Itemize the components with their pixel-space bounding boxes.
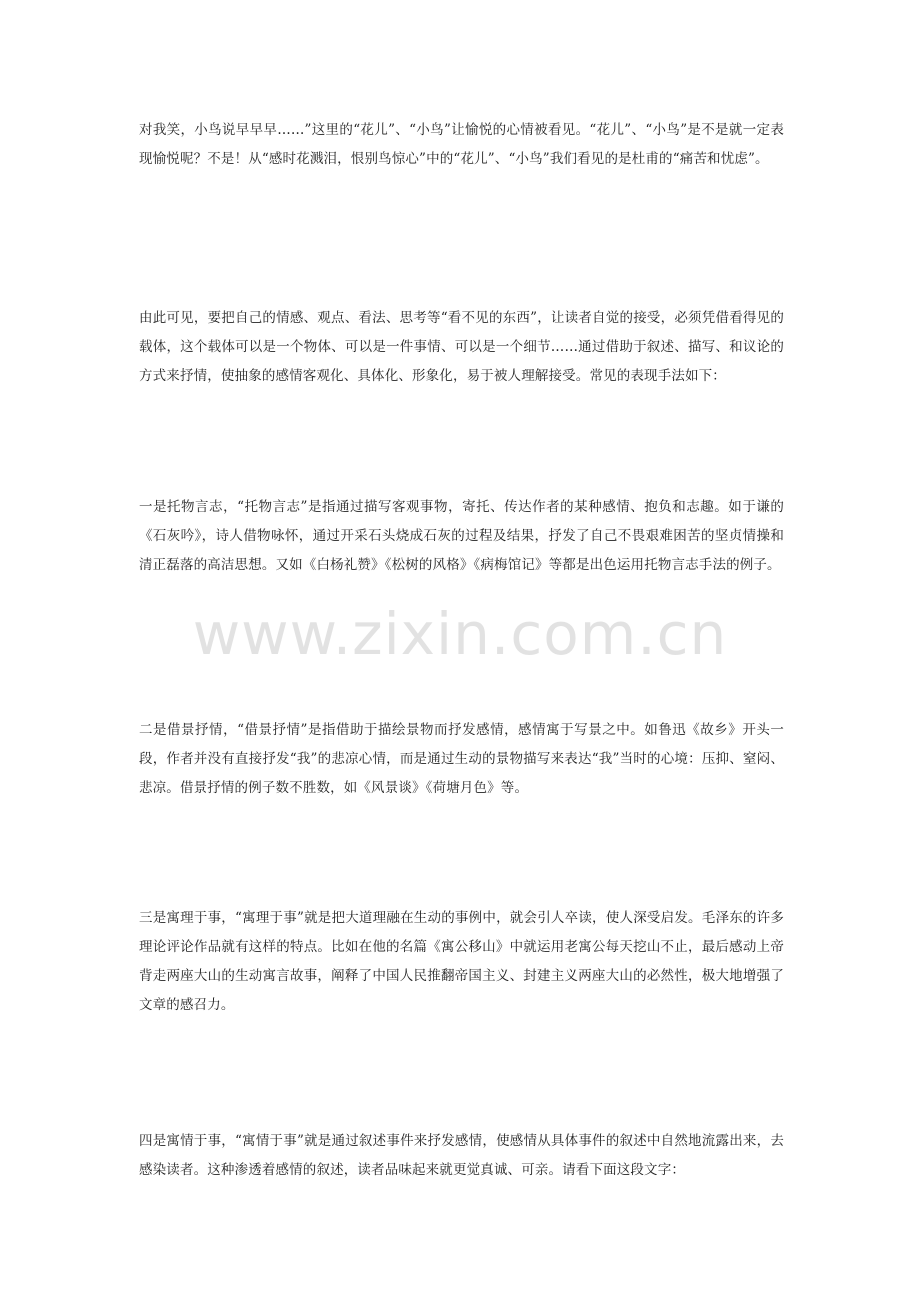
site-watermark: www.zixin.com.cn [192,600,728,668]
paragraph-jiejing-shuqing: 二是借景抒情，“借景抒情”是指借助于描绘景物而抒发感情，感情寓于写景之中。如鲁迅《故乡》开头一段，作者并没有直接抒发“我”的悲凉心情，而是通过生动的景物描写来表达“我”当时的心境：压抑、窒闷、悲凉。借景抒情的例子数不胜数，如《风景谈》《荷塘月色》等。 [139,722,784,796]
paragraph-visible-carrier: 由此可见，要把自己的情感、观点、看法、思考等“看不见的东西”，让读者自觉的接受，必须凭借看得见的载体，这个载体可以是一个物体、可以是一件事情、可以是一个细节……通过借助于叙述、描写、和议论的方式来抒情，使抽象的感情客观化、具体化、形象化，易于被人理解接受。常见的表现手法如下： [139,310,784,384]
paragraph-yuli-yushi: 三是寓理于事，“寓理于事”就是把大道理融在生动的事例中，就会引人卒读，使人深受启发。毛泽东的许多理论评论作品就有这样的特点。比如在他的名篇《寓公移山》中就运用老寓公每天挖山不止，最后感动上帝背走两座大山的生动寓言故事，阐释了中国人民推翻帝国主义、封建主义两座大山的必然性，极大地增强了文章的感召力。 [139,910,784,1013]
paragraph-flower-bird: 对我笑，小鸟说早早早……”这里的“花儿”、“小鸟”让愉悦的心情被看见。“花儿”、“小鸟”是不是就一定表现愉悦呢？不是！从“感时花溅泪，恨别鸟惊心”中的“花儿”、“小鸟”我们看见的是杜甫的“痛苦和忧虑”。 [139,122,784,167]
paragraph-yuqing-yushi: 四是寓情于事，“寓情于事”就是通过叙述事件来抒发感情，使感情从具体事件的叙述中自然地流露出来，去感染读者。这种渗透着感情的叙述，读者品味起来就更觉真诚、可亲。请看下面这段文字： [139,1133,784,1178]
paragraph-tuowu-yanzhi: 一是托物言志，“托物言志”是指通过描写客观事物，寄托、传达作者的某种感情、抱负和志趣。如于谦的《石灰吟》，诗人借物咏怀，通过开采石头烧成石灰的过程及结果，抒发了自己不畏艰难困苦的坚贞情操和清正磊落的高洁思想。又如《白杨礼赞》《松树的风格》《病梅馆记》等都是出色运用托物言志手法的例子。 [139,499,784,573]
